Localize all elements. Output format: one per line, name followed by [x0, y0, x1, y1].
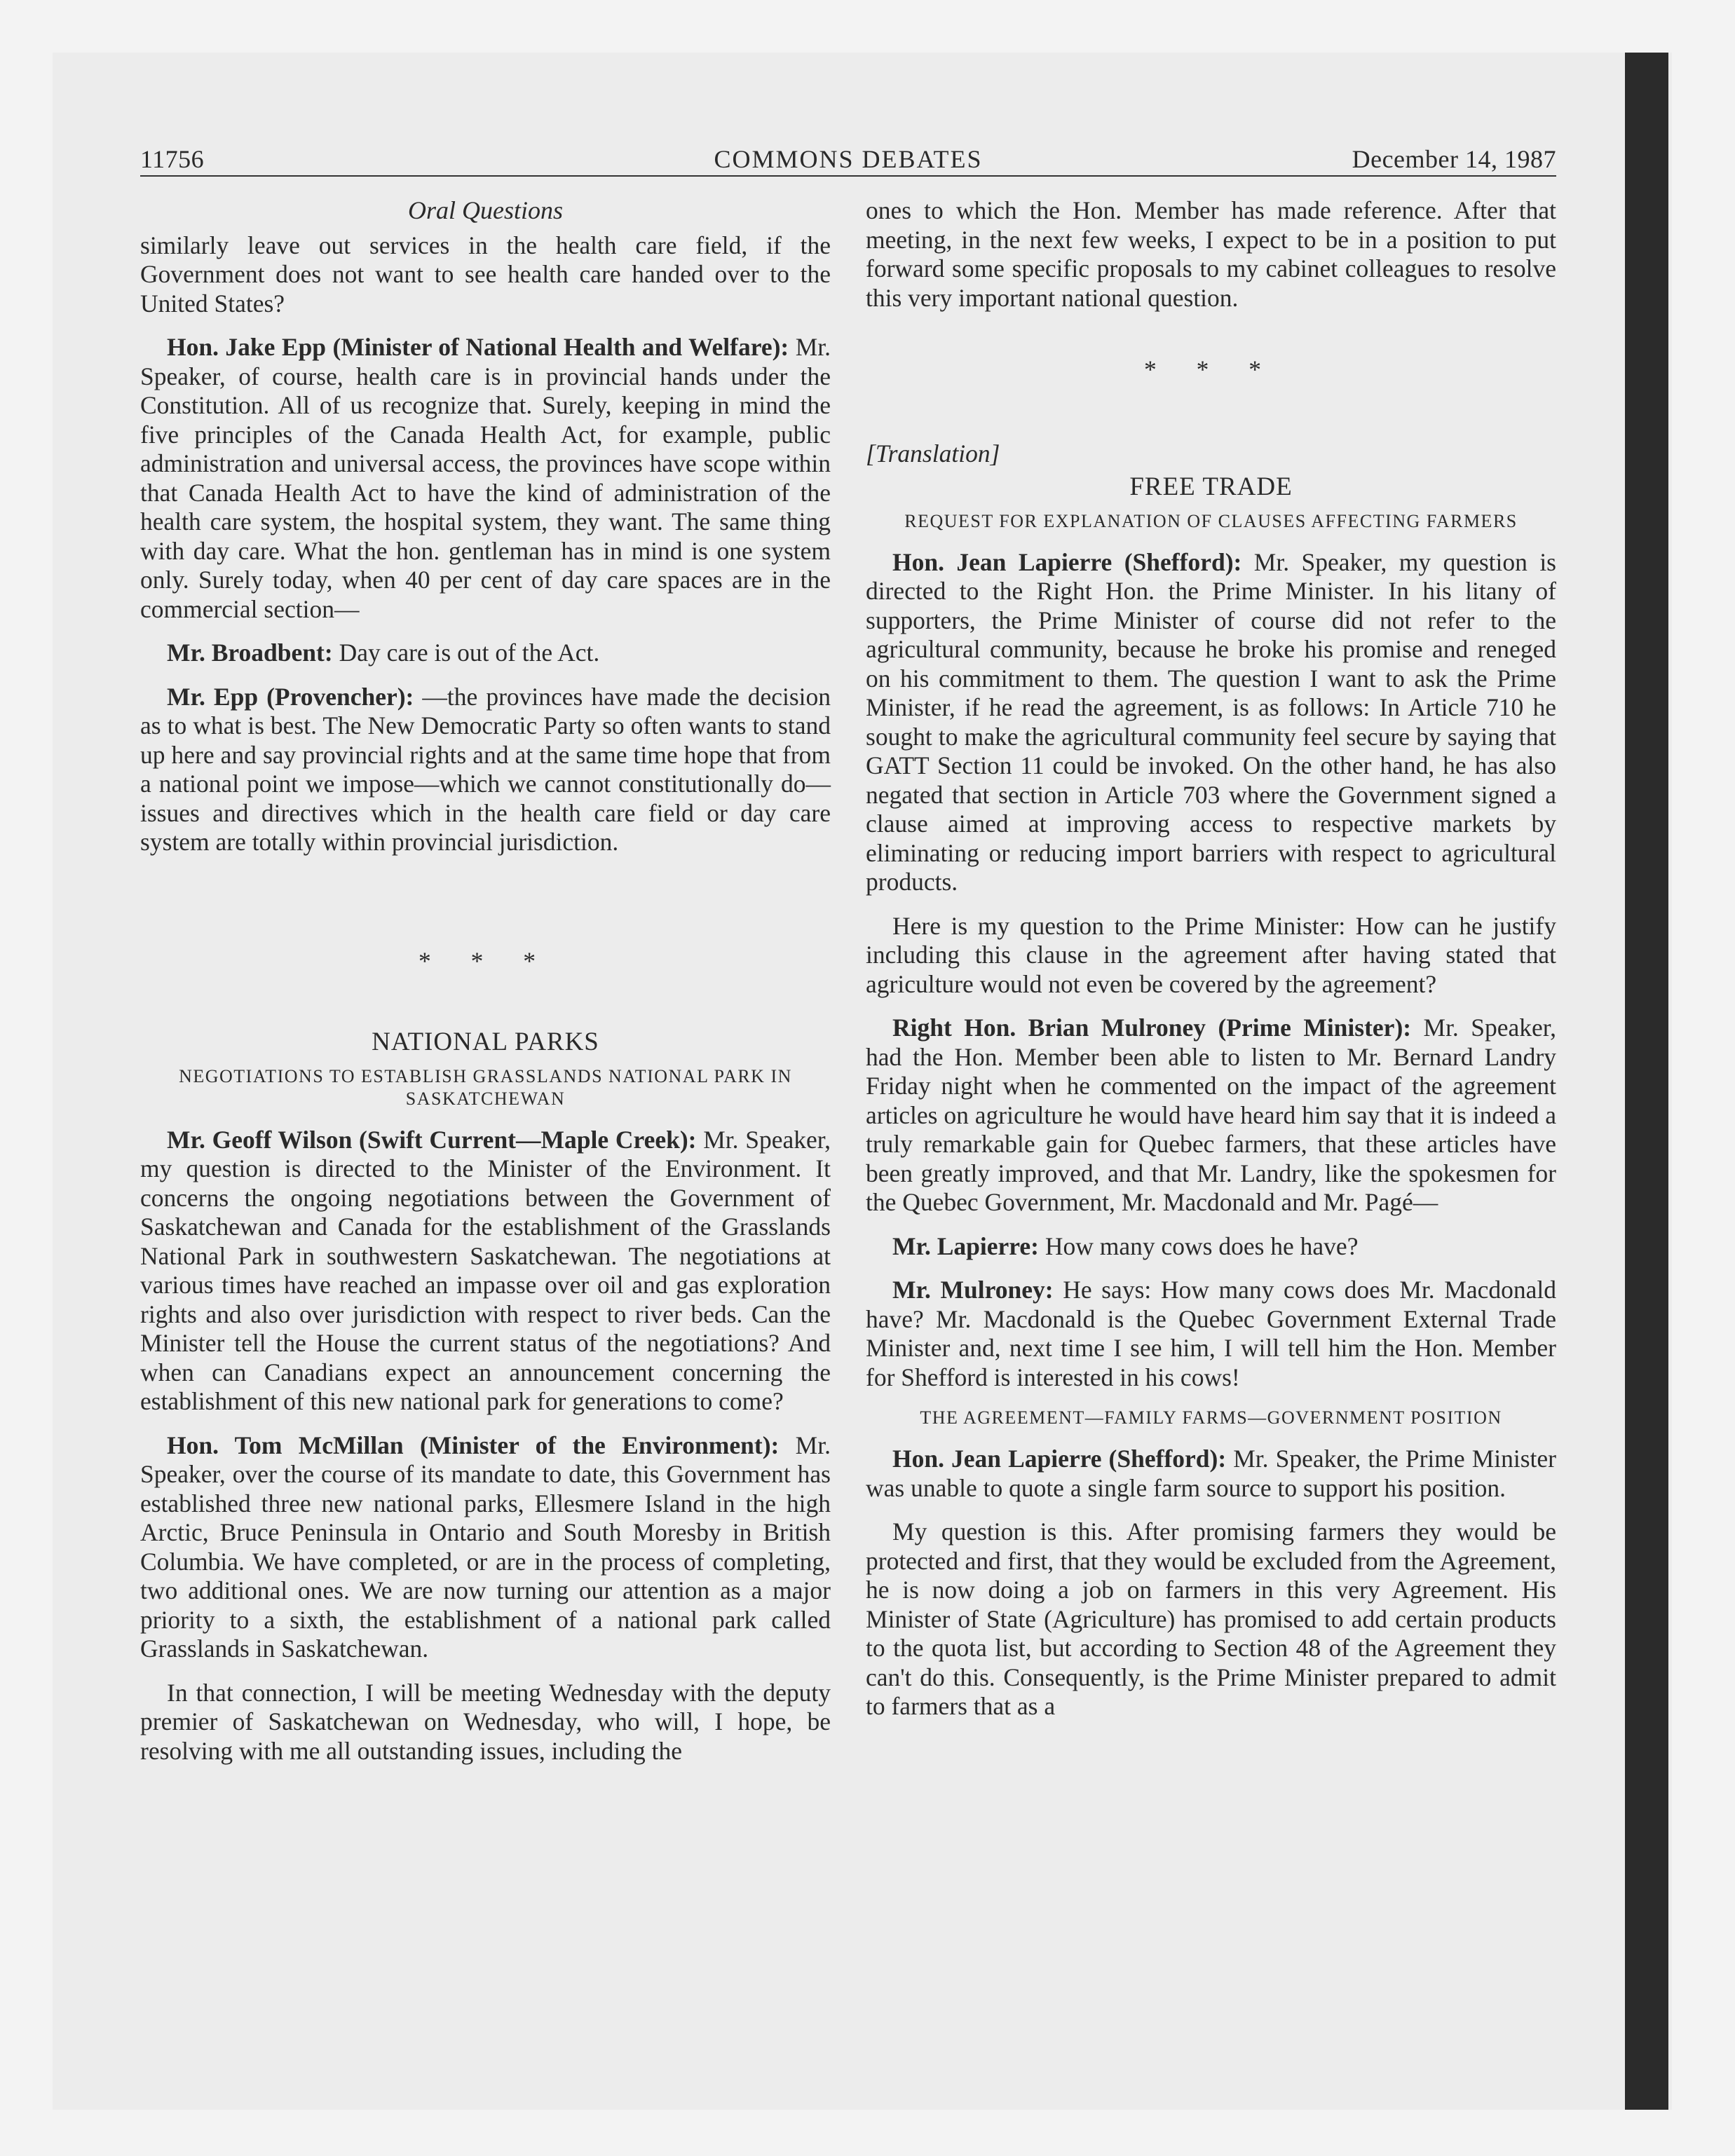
speech-text: Mr. Speaker, the Prime Minister was unable to quote a single farm source to support his position. — [866, 1445, 1556, 1502]
speech-paragraph — [140, 333, 831, 624]
speech-paragraph — [866, 1014, 1556, 1217]
left-column — [140, 196, 831, 1780]
speech-paragraph — [866, 1232, 1556, 1262]
section-heading: FREE TRADE — [1129, 472, 1293, 501]
publication-title: COMMONS DEBATES — [714, 145, 983, 173]
speech-text: He says: How many cows does Mr. Macdonald have? Mr. Macdonald is the Quebec Government External Trade Minister and, next time I see him, I will tell him the Hon. Member for Shefford is interested in his cows! — [866, 1276, 1556, 1391]
section-separator-stars: * * * — [419, 946, 552, 975]
right-column — [866, 196, 1556, 1736]
section-subheading: REQUEST FOR EXPLANATION OF CLAUSES AFFECTING FARMERS — [904, 510, 1518, 531]
speech-text: Mr. Speaker, over the course of its mandate to date, this Government has established three new national parks, Ellesmere Island in the high Arctic, Bruce Peninsula in Ontario and South Moresby in British Columbia. We have completed, or are in the process of completing, two additional ones. We are now turning our attention as a major priority to a sixth, the establishment of a national park called Grasslands in Saskatchewan. — [140, 1431, 831, 1663]
speaker-name: Hon. Jake Epp (Minister of National Health and Welfare): — [167, 333, 789, 361]
speaker-name: Right Hon. Brian Mulroney (Prime Minister): — [892, 1014, 1412, 1042]
speech-paragraph — [866, 548, 1556, 897]
paragraph: In that connection, I will be meeting Wednesday with the deputy premier of Saskatchewan on Wednesday, who will, I hope, be resolving with me all outstanding issues, including the — [140, 1678, 831, 1765]
speech-paragraph — [140, 1431, 831, 1664]
speech-text: Mr. Speaker, my question is directed to the Minister of the Environment. It concerns the ongoing negotiations between the Government of Saskatchewan and Canada for the establishment of the Grasslands National Park in southwestern Saskatchewan. The negotiations at various times have reached an impasse over oil and gas exploration rights and also over jurisdiction with respect to river beds. Can the Minister tell the House the current status of the negotiations? And when can Canadians expect an announcement concerning the establishment of this new national park for generations to come? — [140, 1125, 831, 1415]
speaker-name: Mr. Geoff Wilson (Swift Current—Maple Creek): — [167, 1125, 697, 1154]
paragraph: similarly leave out services in the health care field, if the Government does not want to see health care handed over to the United States? — [140, 231, 831, 318]
speech-paragraph — [140, 639, 831, 668]
speaker-name: Hon. Jean Lapierre (Shefford): — [892, 1445, 1227, 1473]
page-header — [140, 140, 1556, 177]
speaker-name: Mr. Epp (Provencher): — [167, 682, 414, 711]
speech-text: Mr. Speaker, my question is directed to the Right Hon. the Prime Minister. In his litany of supporters, the Prime Minister of course did not refer to the agricultural community, because he broke his promise and reneged on his commitment to them. The question I want to ask the Prime Minister, if he read the agreement, is as follows: In Article 710 he sought to make the agricultural community feel secure by saying that GATT Section 11 could be invoked. On the other hand, he has also negated that section in Article 703 where the Government signed a clause aimed at improving access to respective markets by eliminating or reducing import barriers with respect to agricultural products. — [866, 547, 1556, 896]
speech-text: How many cows does he have? — [1039, 1231, 1359, 1260]
publication-date: December 14, 1987 — [1352, 145, 1556, 173]
speaker-name: Hon. Tom McMillan (Minister of the Environment): — [167, 1431, 780, 1459]
speech-paragraph — [866, 1276, 1556, 1392]
speech-paragraph — [866, 1445, 1556, 1503]
speech-text: Day care is out of the Act. — [332, 639, 600, 667]
scan-edge-bar — [1625, 53, 1668, 2110]
speech-text: Mr. Speaker, had the Hon. Member been able to listen to Mr. Bernard Landry Friday night when he commented on the impact of the agreement articles on agriculture he would have heard him say that it is indeed a truly remarkable gain for Quebec farmers, that these articles have been greatly improved, and that Mr. Landry, like the spokesmen for the Quebec Government, Mr. Macdonald and Mr. Pagé— — [866, 1014, 1557, 1216]
paragraph: ones to which the Hon. Member has made reference. After that meeting, in the next few weeks, I expect to be in a position to put forward some specific proposals to my cabinet colleagues to resolve this very important national question. — [866, 196, 1556, 312]
section-subheading: NEGOTIATIONS TO ESTABLISH GRASSLANDS NATIONAL PARK IN SASKATCHEWAN — [179, 1065, 792, 1109]
speech-text: Mr. Speaker, of course, health care is in provincial hands under the Constitution. All of us recognize that. Surely, keeping in mind the five principles of the Canada Health Act, for example, public administration and universal access, the provinces have scope within that Canada Health Act to have the kind of administration of the health care system, the hospital system, they want. The same thing with day care. What the hon. gentleman has in mind is one system only. Surely today, when 40 per cent of day care spaces are in the commercial section— — [140, 333, 831, 623]
page-number: 11756 — [140, 145, 205, 173]
speech-text: —the provinces have made the decision as to what is best. The New Democratic Party so often wants to stand up here and say provincial rights and at the same time hope that from a national point we impose—which we cannot constitutionally do—issues and directives which in the health care field or day care system are totally within provincial jurisdiction. — [140, 682, 831, 856]
speech-paragraph — [140, 1126, 831, 1417]
section-heading: NATIONAL PARKS — [372, 1028, 599, 1056]
translation-marker: [Translation] — [866, 439, 1000, 468]
section-rubric: Oral Questions — [407, 196, 563, 224]
speaker-name: Mr. Lapierre: — [892, 1231, 1039, 1260]
speech-paragraph — [140, 683, 831, 857]
speaker-name: Mr. Broadbent: — [167, 639, 333, 667]
paragraph: Here is my question to the Prime Minister: How can he justify including this clause in the agreement after having stated that agriculture would not even be covered by the agreement? — [866, 911, 1556, 998]
section-subheading: THE AGREEMENT—FAMILY FARMS—GOVERNMENT POSITION — [920, 1407, 1502, 1428]
paragraph: My question is this. After promising farmers they would be protected and first, that they would be excluded from the Agreement, he is now doing a job on farmers in this very Agreement. His Minister of State (Agriculture) has promised to add certain products to the quota list, but according to Section 48 of the Agreement they can't do this. Consequently, is the Prime Minister prepared to admit to farmers that as a — [866, 1517, 1556, 1720]
section-separator-stars: * * * — [1144, 355, 1278, 383]
speaker-name: Mr. Mulroney: — [892, 1276, 1054, 1304]
speaker-name: Hon. Jean Lapierre (Shefford): — [892, 547, 1242, 576]
